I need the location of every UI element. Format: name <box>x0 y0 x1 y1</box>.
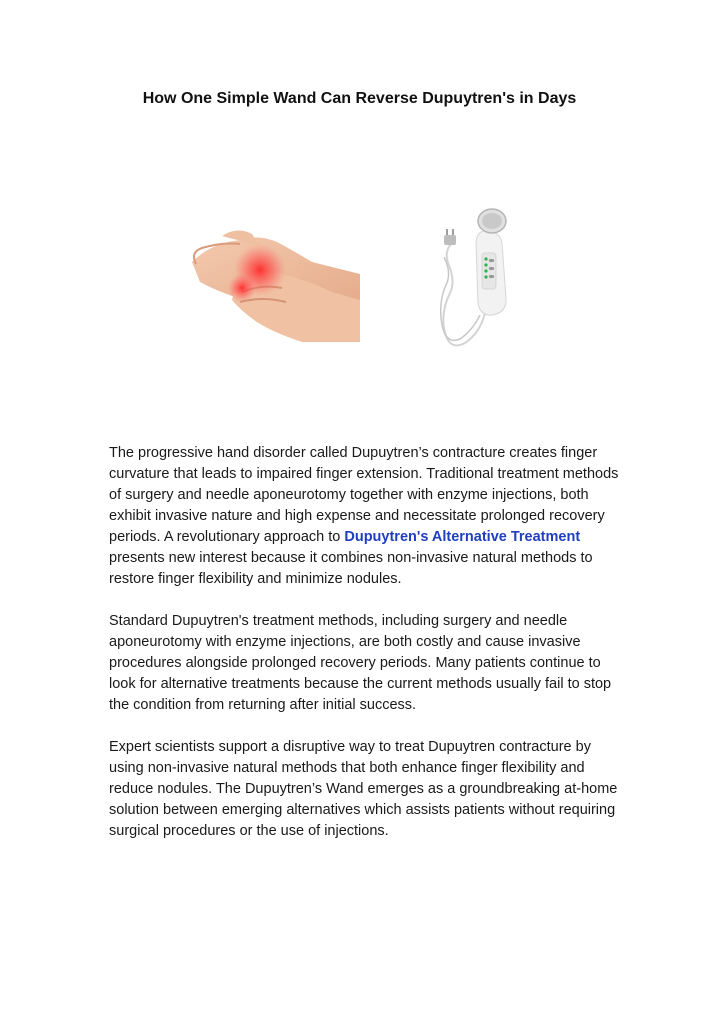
paragraph-1-text-end: presents new interest because it combines non-invasive natural methods to restore finger flexibility and minimize nodules. <box>109 550 593 587</box>
paragraph-2: Standard Dupuytren's treatment methods, including surgery and needle aponeurotomy with enzyme injections, are both costly and cause invasive procedures alongside prolonged recovery periods. Many patients continue to look for alternative treatments because the current methods usually fail to stop the condition from returning after initial success. <box>109 613 612 713</box>
alternative-treatment-link[interactable]: Dupuytren's Alternative Treatment <box>344 529 581 545</box>
document-title: How One Simple Wand Can Reverse Dupuytren's in Days <box>142 90 577 107</box>
painful-hand-photo <box>182 222 360 342</box>
paragraph-1-text-start: The progressive hand disorder called Dupuytren’s contracture creates finger curvature that leads to impaired finger extension. Traditional treatment methods of surgery and needle aponeurotomy together with enzyme injections, both exhibit invasive nature and high expense and necessitate prolonged recovery periods. A revolutionary approach to <box>109 445 619 545</box>
paragraph-1 <box>109 443 619 590</box>
ultrasonic-wand-device <box>430 203 530 353</box>
paragraph-3: Expert scientists support a disruptive way to treat Dupuytren contracture by using non-invasive natural methods that both enhance finger flexibility and reduce nodules. The Dupuytren’s Wand emerges as a groundbreaking at-home solution between emerging alternatives which assists patients without requiring surgical procedures or the use of injections. <box>109 739 618 839</box>
article-body <box>109 443 619 863</box>
